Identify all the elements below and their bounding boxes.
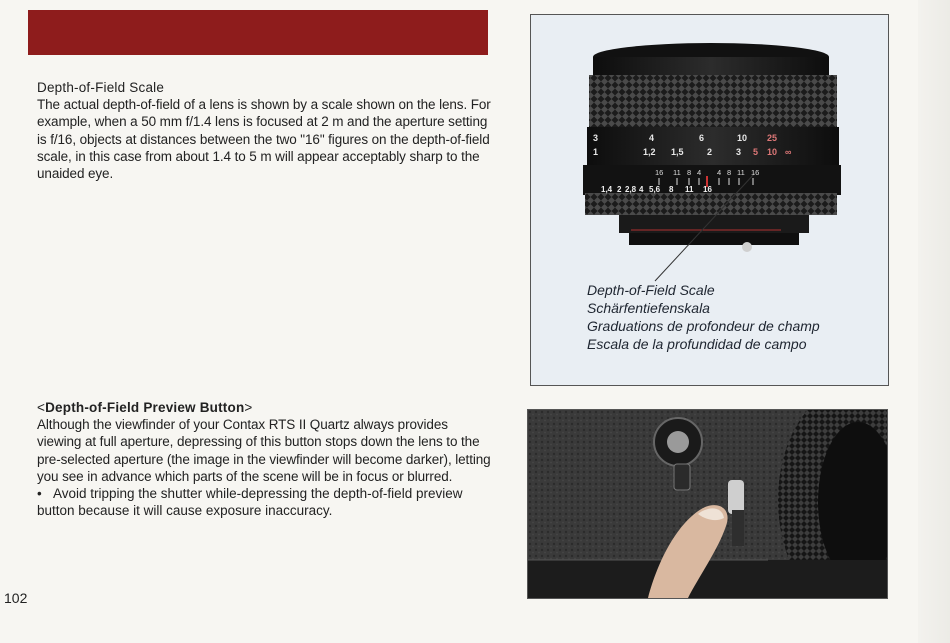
title-bracket-close: > xyxy=(244,400,253,415)
distance-m-mark: ∞ xyxy=(785,147,792,157)
distance-m-mark: 1,2 xyxy=(643,147,656,157)
aperture-mark: 2,8 xyxy=(625,185,637,194)
distance-m-mark: 1 xyxy=(593,147,599,157)
dof-mark: 11 xyxy=(673,168,681,177)
section-title: Depth-of-Field Scale xyxy=(37,80,165,95)
distance-m-mark: 5 xyxy=(753,147,759,157)
distance-ft-mark: 25 xyxy=(767,133,778,143)
caption-german: Schärfentiefenskala xyxy=(587,300,710,316)
caption-spanish: Escala de la profundidad de campo xyxy=(587,336,807,352)
camera-photo-illustration xyxy=(528,410,887,598)
aperture-mark: 5,6 xyxy=(649,185,661,194)
section-title xyxy=(37,400,492,415)
preview-button-icon xyxy=(667,431,689,453)
section-body: Although the viewfinder of your Contax RTS II Quartz always provides viewing at full aperture, depressing of this button stops down the lens to the pre-selected aperture (the image in the viewfinder will become darker), letting you see in advance which parts of the scene will be in focus or blurred. xyxy=(37,417,491,484)
distance-ft-mark: 6 xyxy=(699,133,705,143)
aperture-mark: 16 xyxy=(703,185,712,194)
caption-english: Depth-of-Field Scale xyxy=(587,282,715,298)
dof-mark: 8 xyxy=(727,168,732,177)
bullet-icon: • xyxy=(37,486,53,502)
dof-mark: 4 xyxy=(717,168,722,177)
distance-m-mark: 1,5 xyxy=(671,147,684,157)
aperture-mark: 4 xyxy=(639,185,644,194)
dof-mark: 4 xyxy=(697,168,702,177)
distance-ft-mark: 4 xyxy=(649,133,655,143)
figure-caption xyxy=(587,281,820,353)
title-bracket-open: < xyxy=(37,400,46,415)
distance-m-mark: 2 xyxy=(707,147,713,157)
aperture-mark: 8 xyxy=(669,185,674,194)
distance-ft-mark: 3 xyxy=(593,133,599,143)
aperture-mark: 1,4 xyxy=(601,185,613,194)
bullet-text: Avoid tripping the shutter while-depressing the depth-of-field preview button because it will cause exposure inaccuracy. xyxy=(37,486,463,519)
section-depth-of-field-scale xyxy=(37,80,492,182)
section-preview-button xyxy=(37,400,492,520)
mount-screw-icon xyxy=(742,242,752,252)
header-bar xyxy=(28,10,488,55)
bullet-note xyxy=(37,485,492,520)
dof-mark: 8 xyxy=(687,168,692,177)
preview-button-figure xyxy=(527,409,888,599)
section-body: The actual depth-of-field of a lens is shown by a scale shown on the lens. For example, when a 50 mm f/1.4 lens is focused at 2 m and the aperture setting is f/16, objects at distances between the two "16" figures on the depth-of-field scale, in this case from about 1.4 to 5 m will appear acceptably sharp to the unaided eye. xyxy=(37,97,491,182)
caption-french: Graduations de profondeur de champ xyxy=(587,318,820,334)
lens-figure xyxy=(530,14,889,386)
page-number: 102 xyxy=(4,590,28,606)
distance-m-mark: 3 xyxy=(736,147,742,157)
title-text: Depth-of-Field Preview Button xyxy=(45,400,245,415)
distance-m-mark: 10 xyxy=(767,147,778,157)
preview-lever-icon xyxy=(728,480,744,514)
aperture-mark: 11 xyxy=(685,185,694,194)
page-edge xyxy=(918,0,950,643)
dof-mark: 11 xyxy=(737,168,745,177)
dof-mark: 16 xyxy=(655,168,664,177)
dof-mark: 16 xyxy=(751,168,760,177)
aperture-mark: 2 xyxy=(617,185,622,194)
distance-ft-mark: 10 xyxy=(737,133,748,143)
